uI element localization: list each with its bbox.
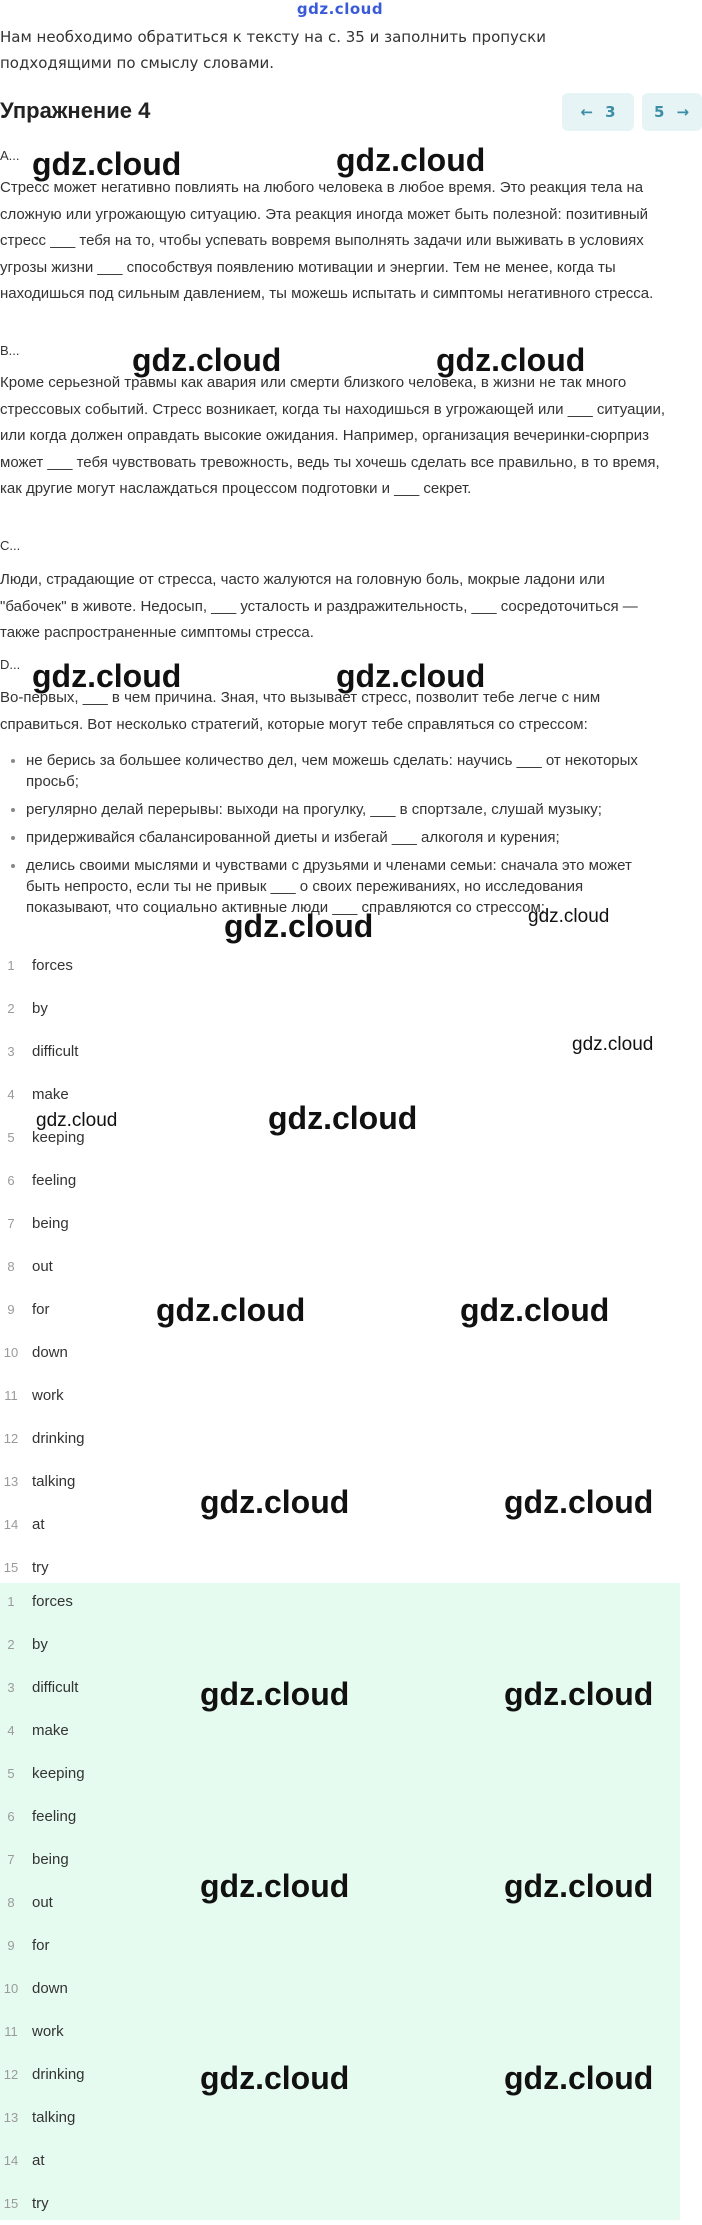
item-number: 9 (7, 1302, 15, 1317)
item-word: difficult (32, 1043, 79, 1060)
watermark: gdz.cloud (200, 1484, 350, 1520)
section-b-text: Кроме серьезной травмы как авария или смерти близкого человека, в жизни не так много стрессовых событий. Стресс возникает, когда ты находишься в угрожающей или ___ ситуации, или когда должен оправдать высокие ожидания. Например, организация вечеринки-сюрприз может ___ тебя чувствовать тревожность, ведь ты хочешь сделать все правильно, в то время, как другие могут наслаждаться процессом подготовки и ___ секрет. (0, 374, 666, 497)
item-word: by (32, 1000, 48, 1017)
item-number: 12 (3, 1431, 19, 1446)
item-word: out (32, 1258, 53, 1275)
item-word: try (32, 1559, 49, 1576)
item-number: 5 (7, 1766, 15, 1781)
item-number: 14 (3, 2153, 19, 2168)
item-number: 6 (7, 1173, 15, 1188)
section-b-label: B... (0, 343, 20, 358)
item-word: make (32, 1086, 69, 1103)
item-word: forces (32, 957, 73, 974)
item-number: 3 (7, 1044, 15, 1059)
item-number: 10 (3, 1981, 19, 1996)
item-word: keeping (32, 1765, 85, 1782)
item-word: forces (32, 1593, 73, 1610)
list-item (0, 2010, 680, 2053)
section-c-text: Люди, страдающие от стресса, часто жалуются на головную боль, мокрые ладони или "бабочек" в животе. Недосып, ___ усталость и раздражительность, ___ сосредоточиться — также распространенные симптомы стресса. (0, 571, 638, 641)
watermark: gdz.cloud (504, 2060, 654, 2096)
item-word: out (32, 1894, 53, 1911)
watermark: gdz.cloud (268, 1100, 418, 1136)
item-word: being (32, 1851, 69, 1868)
watermark: gdz.cloud (200, 2060, 350, 2096)
list-item (0, 1752, 680, 1795)
watermark: gdz.cloud (32, 658, 182, 694)
section-c-label: C... (0, 538, 21, 553)
watermark: gdz.cloud (336, 142, 486, 178)
item-number: 4 (7, 1723, 15, 1738)
watermark: gdz.cloud (36, 1110, 118, 1131)
watermark: gdz.cloud (132, 342, 282, 378)
item-word: work (32, 2023, 64, 2040)
list-item: • регулярно делай перерывы: выходи на прогулку, ___ в спортзале, слушай музыку; (26, 799, 666, 820)
list-item (0, 987, 680, 1030)
item-word: talking (32, 1473, 76, 1490)
list-item: • придерживайся сбалансированной диеты и избегай ___ алкоголя и курения; (26, 827, 666, 848)
item-number: 15 (3, 2196, 19, 2211)
exercise-title: Упражнение 4 (0, 98, 151, 123)
item-number: 8 (7, 1259, 15, 1274)
list-item (0, 1159, 680, 1202)
watermark: gdz.cloud (336, 658, 486, 694)
item-word: by (32, 1636, 48, 1653)
item-word: difficult (32, 1679, 79, 1696)
item-number: 13 (3, 2110, 19, 2125)
item-word: being (32, 1215, 69, 1232)
item-word: make (32, 1722, 69, 1739)
list-item (0, 1331, 680, 1374)
section-d-label: D... (0, 657, 21, 672)
list-item (0, 1924, 680, 1967)
list-item (0, 1709, 680, 1752)
item-number: 15 (3, 1560, 19, 1575)
prev-exercise-button[interactable] (562, 93, 634, 131)
item-number: 7 (7, 1216, 15, 1231)
item-number: 1 (7, 958, 15, 973)
item-word: at (32, 1516, 45, 1533)
item-word: talking (32, 2109, 76, 2126)
item-number: 2 (7, 1637, 15, 1652)
watermark: gdz.cloud (436, 342, 586, 378)
watermark: gdz.cloud (504, 1676, 654, 1712)
list-item (0, 2139, 680, 2182)
list-item (0, 1417, 680, 1460)
watermark: gdz.cloud (528, 906, 610, 927)
watermark: gdz.cloud (504, 1868, 654, 1904)
section-a-text: Стресс может негативно повлиять на любого человека в любое время. Это реакция тела на сложную или угрожающую ситуацию. Эта реакция иногда может быть полезной: позитивный стресс ___ тебя на то, чтобы успевать вовремя выполнять задачи или выживать в условиях угрозы жизни ___ способствуя появлению мотивации и энергии. Тем не менее, когда ты находишься под сильным давлением, ты можешь испытать и симптомы негативного стресса. (0, 179, 654, 302)
item-word: feeling (32, 1172, 77, 1189)
item-word: down (32, 1344, 68, 1361)
section-d-text: Во-первых, ___ в чем причина. Зная, что вызывает стресс, позволит тебе легче с ним справиться. Вот несколько стратегий, которые могут тебе справляться со стрессом: (0, 689, 601, 733)
item-number: 14 (3, 1517, 19, 1532)
site-logo[interactable]: gdz.cloud (296, 0, 384, 18)
item-number: 11 (4, 2024, 18, 2039)
list-item (0, 1374, 680, 1417)
watermark: gdz.cloud (504, 1484, 654, 1520)
item-word: at (32, 2152, 45, 2169)
arrow-left-icon: ← (580, 103, 594, 121)
watermark: gdz.cloud (32, 146, 182, 182)
item-word: work (32, 1387, 64, 1404)
next-exercise-number: 5 (654, 103, 665, 121)
item-number: 9 (7, 1938, 15, 1953)
item-number: 10 (3, 1345, 19, 1360)
section-a-label: A... (0, 148, 20, 163)
item-word: feeling (32, 1808, 77, 1825)
watermark: gdz.cloud (572, 1034, 654, 1055)
arrow-right-icon: → (676, 103, 690, 121)
item-number: 2 (7, 1001, 15, 1016)
watermark: gdz.cloud (200, 1868, 350, 1904)
item-number: 3 (7, 1680, 15, 1695)
item-number: 1 (7, 1594, 15, 1609)
item-word: for (32, 1937, 50, 1954)
list-item (0, 1245, 680, 1288)
list-item (0, 1795, 680, 1838)
item-number: 13 (3, 1474, 19, 1489)
prev-exercise-number: 3 (605, 103, 616, 121)
next-exercise-button[interactable] (642, 93, 702, 131)
item-word: keeping (32, 1129, 85, 1146)
item-number: 11 (4, 1388, 18, 1403)
item-word: drinking (32, 2066, 85, 2083)
item-number: 5 (7, 1130, 15, 1145)
list-item: • делись своими мыслями и чувствами с друзьями и членами семьи: сначала это может быть непросто, если ты не привык ___ о своих переживаниях, но исследования показывают, что социально активные люди ___ справляются со стрессом; (26, 855, 666, 918)
item-word: drinking (32, 1430, 85, 1447)
list-item: • не берись за большее количество дел, чем можешь сделать: научись ___ от некоторых просьб; (26, 750, 666, 792)
list-item (0, 1202, 680, 1245)
watermark: gdz.cloud (460, 1292, 610, 1328)
list-item (0, 2182, 680, 2225)
list-item (0, 1580, 680, 1623)
list-item (0, 1967, 680, 2010)
watermark: gdz.cloud (224, 908, 374, 944)
item-number: 6 (7, 1809, 15, 1824)
list-item (0, 1623, 680, 1666)
list-item (0, 2096, 680, 2139)
item-number: 7 (7, 1852, 15, 1867)
task-instruction: Нам необходимо обратиться к тексту на с. 35 и заполнить пропуски подходящими по смыслу словами. (0, 28, 546, 72)
item-word: try (32, 2195, 49, 2212)
item-number: 4 (7, 1087, 15, 1102)
item-number: 12 (3, 2067, 19, 2082)
item-word: down (32, 1980, 68, 1997)
item-number: 8 (7, 1895, 15, 1910)
watermark: gdz.cloud (156, 1292, 306, 1328)
watermark: gdz.cloud (200, 1676, 350, 1712)
item-word: for (32, 1301, 50, 1318)
strategies-list (0, 750, 666, 925)
list-item (0, 944, 680, 987)
